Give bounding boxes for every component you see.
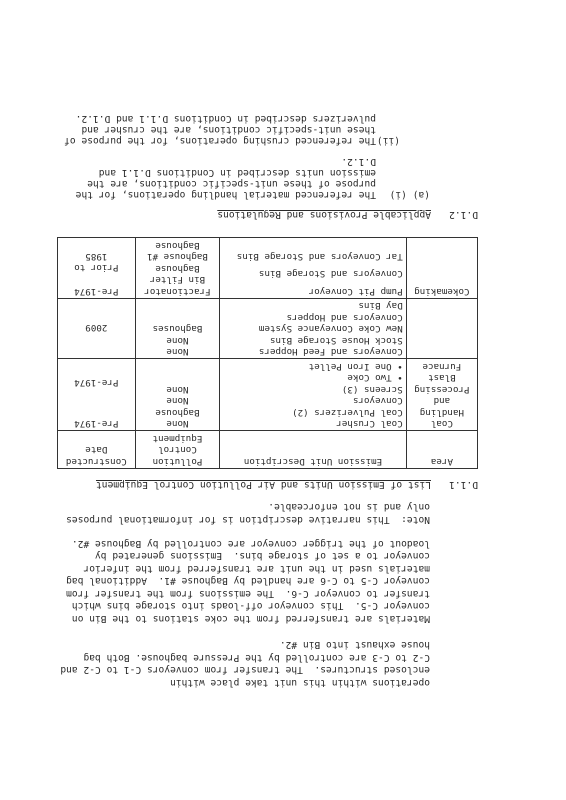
area-cell: Cokemaking: [406, 238, 477, 299]
unit-item: Coal Pulverizers (2): [292, 407, 403, 418]
table-row: [58, 299, 478, 360]
control-item: Baghouses: [152, 323, 203, 335]
para-line: transfer to conveyor C-6. The emissions from the transfer from: [66, 588, 430, 599]
date-cell: [58, 359, 136, 431]
unit-item: Pump Pit Conveyor: [308, 286, 403, 297]
unit-item: Screens (3): [341, 384, 403, 395]
section-title: Applicable Provisions and Regulations: [217, 209, 431, 220]
intro-paragraph: [50, 638, 430, 688]
item-body: [46, 156, 376, 200]
control-item: None: [166, 418, 189, 430]
para-line: loadout of the trigger conveyor are controlled by Baghouse #2.: [71, 538, 430, 549]
control-item: Baghouse: [155, 407, 200, 418]
unit-item: Conveyors: [352, 395, 403, 407]
table-header-row: [58, 431, 478, 469]
unit-item: Stock House Storage Bins: [269, 335, 403, 346]
table-row: [58, 238, 478, 299]
area-cell: [406, 299, 477, 360]
para-line: conveyor C-5 to C-6 are handled by Baghouse #1. Additional bag: [66, 575, 430, 587]
transfer-paragraph: [50, 537, 430, 625]
section-number: D.1.1: [449, 479, 478, 490]
unit-item: • One Iron Pellet: [308, 361, 403, 372]
note-line: only and is not enforceable.: [268, 501, 430, 513]
units-cell: [220, 359, 406, 431]
date-item: Pre-1974: [74, 418, 119, 430]
unit-item: • Two Coke: [347, 372, 403, 384]
area-cell: Coal Handling and Processing Blast Furnace: [406, 359, 477, 431]
unit-item: Coal Crusher: [336, 418, 403, 430]
emission-units-table: [57, 238, 478, 470]
note-line: Note: This narrative description is for informational purposes: [66, 514, 430, 525]
control-cell: [135, 359, 220, 431]
para-line: conveyor to a set of storage bins. Emissions generated by: [94, 550, 430, 562]
header-area: Area: [406, 431, 477, 469]
date-item: Prior to 1985: [74, 251, 119, 274]
item-marker: (ii): [376, 135, 400, 146]
unit-item: Conveyors and Feed Hoppers: [258, 346, 403, 358]
date-cell: [58, 238, 136, 299]
para-line: conveyor C-5. This conveyor off-loads into storage bins which: [71, 600, 430, 612]
para-line: materials used in the unit are transferred from the inferior: [83, 563, 430, 574]
control-item: Bin Filter Baghouse: [149, 263, 206, 286]
control-item: None: [166, 384, 189, 395]
item-line: emission units described in Conditions D.1.1 and: [98, 167, 376, 178]
units-cell: [220, 238, 406, 299]
item-line: The referenced crushing operations, for the purpose of: [64, 135, 376, 146]
control-cell: [135, 299, 220, 360]
header-date: Constructed Date: [58, 431, 136, 469]
item-body: [46, 113, 376, 146]
date-cell: [58, 299, 136, 360]
unit-item: New Coke Conveyance System: [258, 323, 403, 335]
item-line: The referenced material handling operations, for the: [75, 189, 376, 200]
section-title: List of Emission Units and Air Pollution Control Equipment: [95, 479, 431, 490]
control-item: None: [166, 395, 189, 407]
intro-line: enclosed structures. The transfer from conveyors C-1 to C-2 and: [60, 664, 430, 676]
table-row: [58, 359, 478, 431]
unit-item: Conveyors and Hoppers: [286, 312, 403, 323]
item-line: these unit-specific conditions, are the crusher and: [81, 124, 376, 135]
control-item: None: [166, 335, 189, 346]
control-item: Baghouse #1 Baghouse: [147, 240, 208, 263]
item-line: pulverizers described in Conditions D.1.1 and D.1.2.: [75, 113, 376, 124]
intro-line: house exhaust into Bin #2.: [279, 639, 430, 651]
header-control: Pollution Control Equipment: [135, 431, 220, 469]
para-line: Materials are transferred from the coke stations to the Bin on: [71, 613, 430, 624]
unit-item: Conveyors and Storage Bins: [258, 268, 403, 280]
unit-item: Tar Conveyors and Storage Bins: [236, 251, 403, 262]
date-item: Pre-1974: [74, 286, 119, 297]
intro-line: C-2 to C-3 are controlled by the Pressure baghouse. Both bag: [83, 652, 430, 663]
intro-line: operations within this unit take place within: [170, 677, 430, 688]
control-item: Fractionator: [144, 286, 211, 297]
item-marker: (a) (i): [389, 189, 430, 200]
unit-item: Day Bins: [358, 300, 403, 312]
control-item: None: [166, 346, 189, 358]
units-cell: [220, 299, 406, 360]
header-description: Emission Unit Description: [220, 431, 406, 469]
date-item: Pre-1974: [74, 377, 119, 388]
section-number: D.1.2: [449, 209, 478, 220]
item-line: purpose of these unit-specific conditions, are the: [87, 178, 376, 189]
control-cell: [135, 238, 220, 299]
note-paragraph: [50, 500, 430, 525]
date-item: 2009: [85, 322, 108, 334]
item-line: D.1.2.: [341, 156, 376, 167]
